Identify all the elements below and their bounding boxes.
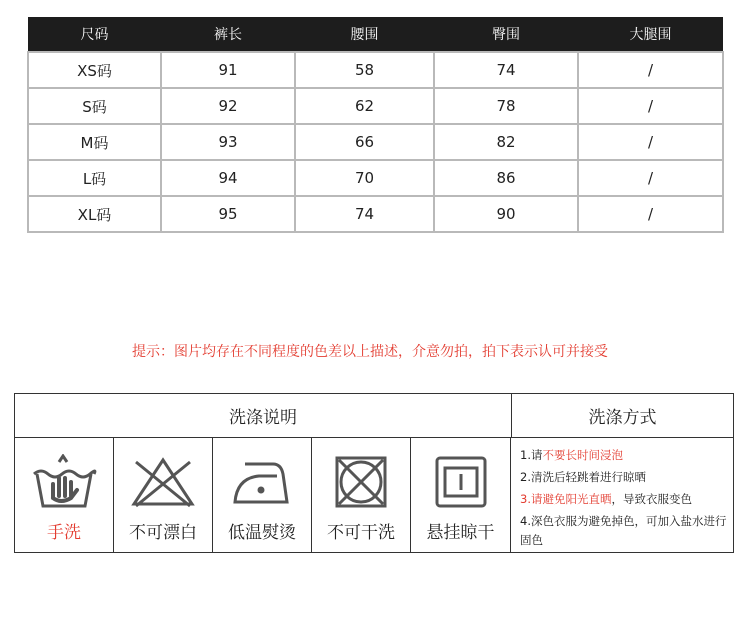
method-item: 2.清洗后轻跳着进行晾晒: [520, 470, 646, 484]
cell-length: 95: [161, 196, 295, 232]
care-symbol-hang-dry: [411, 438, 511, 552]
table-row: [28, 196, 723, 232]
care-symbol-no-bleach: [114, 438, 213, 552]
cell-size: S码: [28, 88, 161, 124]
cell-waist: 70: [295, 160, 434, 196]
method-item: 3.请避免阳光直晒，导致衣服变色: [520, 492, 692, 506]
cell-thigh: /: [578, 196, 723, 232]
care-label-no-dry-clean: 不可干洗: [327, 523, 395, 543]
cell-thigh: /: [578, 160, 723, 196]
care-label-hang-dry: 悬挂晾干: [426, 523, 495, 543]
cell-thigh: /: [578, 88, 723, 124]
care-symbol-low-iron: [213, 438, 312, 552]
size-table: [27, 17, 724, 233]
table-row: [28, 160, 723, 196]
cell-waist: 58: [295, 52, 434, 88]
header-size: 尺码: [28, 17, 161, 52]
cell-waist: 74: [295, 196, 434, 232]
care-method-title: 洗涤方式: [512, 394, 733, 438]
care-symbol-hand-wash: [15, 438, 114, 552]
cell-length: 93: [161, 124, 295, 160]
table-row: [28, 124, 723, 160]
no-bleach-icon: [114, 454, 212, 510]
cell-length: 92: [161, 88, 295, 124]
method-item: 4.深色衣服为避免掉色，可加入盐水进行固色: [520, 514, 727, 547]
cell-hip: 90: [434, 196, 578, 232]
care-table: [14, 393, 734, 553]
care-label-no-bleach: 不可漂白: [129, 523, 197, 543]
cell-size: L码: [28, 160, 161, 196]
cell-hip: 82: [434, 124, 578, 160]
cell-waist: 66: [295, 124, 434, 160]
hang-dry-icon: [411, 454, 510, 510]
low-iron-icon: [213, 454, 311, 510]
cell-size: XS码: [28, 52, 161, 88]
care-instructions-title: 洗涤说明: [15, 394, 512, 438]
color-difference-notice: 提示：图片均存在不同程度的色差以上描述，介意勿拍，拍下表示认可并接受: [132, 344, 608, 360]
hand-wash-icon: [15, 454, 113, 510]
cell-waist: 62: [295, 88, 434, 124]
cell-thigh: /: [578, 52, 723, 88]
cell-hip: 78: [434, 88, 578, 124]
method-item: 1.请不要长时间浸泡: [520, 448, 623, 462]
header-waist: 腰围: [295, 17, 434, 52]
header-hip: 臀围: [434, 17, 578, 52]
care-label-hand-wash: 手洗: [47, 523, 81, 543]
size-table-header-row: [28, 17, 723, 52]
header-length: 裤长: [161, 17, 295, 52]
cell-thigh: /: [578, 124, 723, 160]
header-thigh: 大腿围: [578, 17, 723, 52]
cell-size: XL码: [28, 196, 161, 232]
cell-hip: 86: [434, 160, 578, 196]
table-row: [28, 52, 723, 88]
cell-size: M码: [28, 124, 161, 160]
care-label-low-iron: 低温熨烫: [228, 523, 296, 543]
table-row: [28, 88, 723, 124]
cell-length: 94: [161, 160, 295, 196]
cell-hip: 74: [434, 52, 578, 88]
care-symbol-no-dry-clean: [312, 438, 411, 552]
no-dry-clean-icon: [312, 454, 410, 510]
cell-length: 91: [161, 52, 295, 88]
care-method-list: [512, 438, 733, 552]
